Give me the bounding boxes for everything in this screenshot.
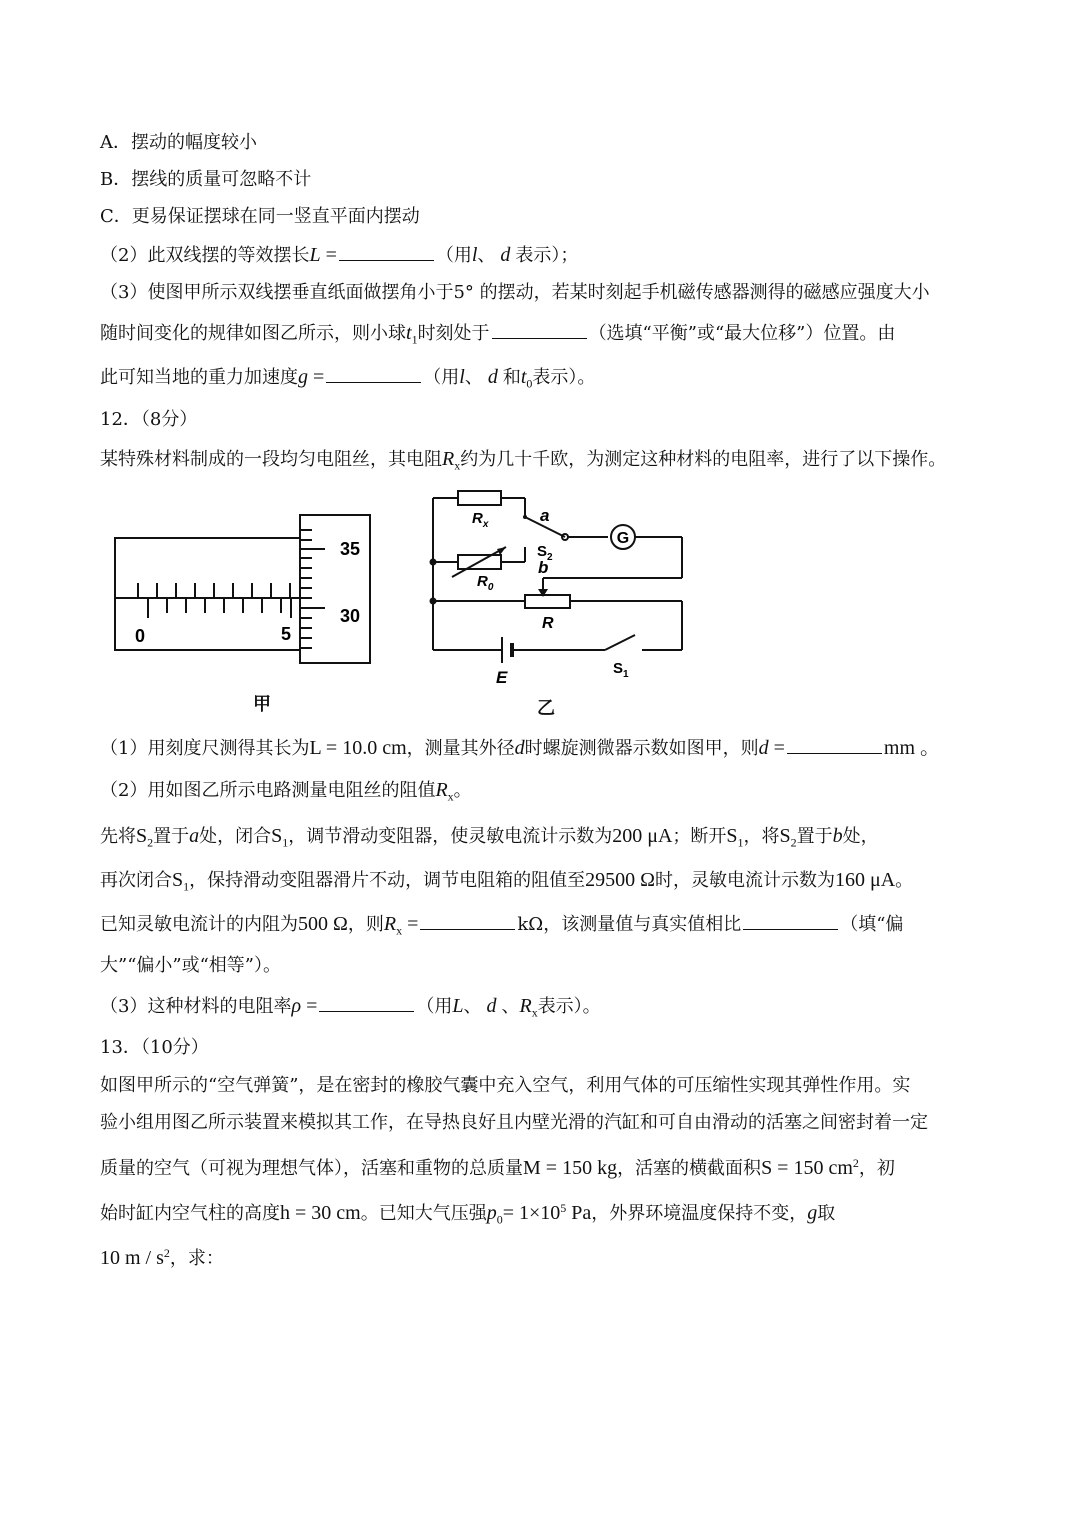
q12-p1-a: （1）用刻度尺测得其长为 — [100, 738, 310, 759]
b-label: b — [538, 558, 549, 577]
q12-p2: （2）用如图乙所示电路测量电阻丝的阻值 — [100, 780, 436, 801]
q12-l4-f: 。 — [895, 870, 914, 891]
q13-l4-e: Pa — [571, 1202, 592, 1224]
r-label: R — [542, 615, 554, 632]
q12-line4: 再次闭合$S_1$，保持滑动变阻器滑片不动，调节电阻箱的阻值至29500 Ω时，灵敏电流计示数为160 μA。 — [100, 869, 914, 894]
a-label: a — [540, 506, 550, 525]
q12-l5-c: ，则 — [347, 914, 384, 935]
q11-part3-and: 和 — [502, 367, 521, 388]
q12-p1-d: 时螺旋测微器示数如图甲，则 — [524, 738, 759, 759]
thimble-label-30: 30 — [340, 606, 361, 626]
q12-line3: 先将$S_2$置于a处，闭合$S_1$，调节滑动变阻器，使灵敏电流计示数为200 μA；断开$S_1$，将$S_2$置于b处， — [100, 825, 879, 850]
q12-line6: 大”“偏小”或“相等”）。 — [100, 955, 282, 976]
e-label: E — [496, 668, 508, 687]
answer-blank[interactable] — [787, 735, 882, 754]
answer-blank[interactable] — [743, 911, 838, 930]
q12-l3-b: 置于 — [153, 826, 190, 847]
q13-line2: 验小组用图乙所示装置来模拟其工作，在导热良好且内壁光滑的汽缸和可自由滑动的活塞之间密封着一定 — [100, 1112, 928, 1133]
q12-l5-b: 500 Ω — [298, 913, 348, 935]
q11-part3-text4: 此可知当地的重力加速度 — [100, 367, 298, 388]
rx-sub: x — [482, 519, 489, 530]
q13-l5-a: 10 m / s — [100, 1247, 164, 1269]
circuit-figure — [420, 485, 700, 695]
q12-l3-h: 置于 — [796, 826, 833, 847]
r0-label: R — [477, 573, 488, 590]
q12-l3-g: ，将 — [743, 826, 780, 847]
sleeve-label-0: 0 — [134, 626, 146, 646]
q12-p3-b: （用 — [416, 996, 453, 1017]
q12-l4-b: ，保持滑动变阻器滑片不动，调节电阻箱的阻值至 — [189, 870, 586, 891]
option-c: C．更易保证摆球在同一竖直平面内摆动 — [100, 206, 420, 227]
q13-l3-d: S = 150 cm — [761, 1157, 853, 1179]
thimble-label-35: 35 — [340, 539, 361, 559]
q12-l3-f: ；断开 — [672, 826, 727, 847]
q12-intro-b: 约为几十千欧，为测定这种材料的电阻率，进行了以下操作。 — [460, 449, 947, 470]
q13-l3-a: 质量的空气（可视为理想气体），活塞和重物的总质量 — [100, 1158, 523, 1179]
q12-l3-c: 处，闭合 — [199, 826, 272, 847]
q13-l3-c: ，活塞的横截面积 — [617, 1158, 762, 1179]
q12-part2: （2）用如图乙所示电路测量电阻丝的阻值$R_x$。 — [100, 779, 472, 804]
q12-p3-e: 表示）。 — [537, 996, 601, 1017]
answer-blank[interactable] — [420, 911, 515, 930]
s2-label: S — [537, 543, 548, 560]
svg-text:S1 — [613, 660, 629, 680]
q13-l4-g: 取 — [817, 1203, 836, 1224]
r0-sub: 0 — [487, 582, 494, 593]
q12-intro: 某特殊材料制成的一段均匀电阻丝，其电阻$R_x$约为几十千欧，为测定这种材料的电阻率，进行了以下操作。 — [100, 448, 947, 473]
rx-label: R — [472, 510, 483, 527]
q12-l5-d: kΩ，该测量值与真实值相比 — [517, 914, 742, 935]
q11-part3-sep: 、 — [464, 367, 483, 388]
q11-part3-text3: （选填“平衡”或“最大位移”）位置。由 — [588, 323, 896, 344]
micrometer-figure — [100, 500, 390, 675]
q12-l5-e: （填“偏 — [840, 914, 904, 935]
q11-part3-text2: 时刻处于 — [417, 323, 490, 344]
q12-l4-c: 29500 Ω — [585, 869, 655, 891]
q12-l4-e: 160 μA — [835, 869, 896, 891]
s1-sub: 1 — [623, 669, 629, 680]
q13-line4: 始时缸内空气柱的高度h = 30 cm。已知大气压强$p_0= 1\times 10^5$ Pa，外界环境温度保持不变，g取 — [100, 1201, 836, 1227]
answer-blank[interactable] — [319, 993, 414, 1012]
q13-l4-c: 。已知大气压强 — [360, 1203, 487, 1224]
s2-sub: 2 — [547, 552, 553, 563]
q13-l4-f: ，外界环境温度保持不变， — [591, 1203, 808, 1224]
q11-part3-text6: 表示）。 — [532, 367, 596, 388]
figure-label-jia: 甲 — [253, 694, 271, 715]
q12-l3-a: 先将 — [100, 826, 136, 847]
option-b: B．摆线的质量可忽略不计 — [100, 169, 312, 190]
q12-l3-e: 200 μA — [612, 825, 673, 847]
galvanometer-label: G — [616, 530, 630, 547]
q12-l3-d: ，调节滑动变阻器，使灵敏电流计示数为 — [288, 826, 613, 847]
q12-l4-d: 时，灵敏电流计示数为 — [655, 870, 835, 891]
q12-line5: 已知灵敏电流计的内阻为500 Ω，则$R_x = k\Omega$，该测量值与真实值相比 （填“偏 — [100, 913, 904, 938]
q12-p3-c: 、 — [463, 996, 482, 1017]
q11-part2-sep: 、 — [477, 245, 496, 266]
q12-p1-c: ，测量其外径 — [406, 738, 515, 759]
q12-p3-a: （3）这种材料的电阻率 — [100, 996, 292, 1017]
answer-blank[interactable] — [326, 364, 421, 383]
q12-p3-d: 、 — [501, 996, 520, 1017]
q12-part1: （1）用刻度尺测得其长为L = 10.0 cm，测量其外径d时螺旋测微器示数如图甲，则d = mm 。 — [100, 737, 941, 759]
q11-part3-line2: 随时间变化的规律如图乙所示，则小球$t_1$时刻处于 （选填“平衡”或“最大位移”）位置。由 — [100, 322, 896, 347]
q11-part3-text5: （用 — [423, 367, 460, 388]
sleeve-label-5: 5 — [280, 624, 292, 644]
q12-l3-i: 处， — [842, 826, 879, 847]
option-a: A．摆动的幅度较小 — [100, 132, 257, 153]
q13-l3-b: M = 150 kg — [523, 1157, 618, 1179]
svg-text:Rx — [472, 510, 489, 530]
answer-blank[interactable] — [339, 242, 434, 261]
q13-heading: 13．（10分） — [100, 1037, 209, 1058]
q13-l4-a: 始时缸内空气柱的高度 — [100, 1203, 280, 1224]
q13-l4-d: = 1×10 — [502, 1202, 561, 1224]
q11-part2: （2）此双线摆的等效摆长L = （用l、 d 表示）； — [100, 244, 579, 266]
svg-text:R0 — [477, 573, 494, 593]
q12-p2-end: 。 — [453, 780, 472, 801]
q13-l4-b: h = 30 cm — [280, 1202, 361, 1224]
q13-line5: 10 m / $s^2$，求： — [100, 1246, 224, 1269]
q13-l3-e: ，初 — [858, 1158, 895, 1179]
q11-part3-line1: （3）使图甲所示双线摆垂直纸面做摆角小于5° 的摆动，若某时刻起手机磁传感器测得的磁感应强度大小 — [100, 282, 930, 303]
q11-part2-text2: （用 — [435, 245, 472, 266]
figure-label-yi: 乙 — [537, 698, 555, 719]
q12-l4-a: 再次闭合 — [100, 870, 172, 891]
q11-part3-text: 随时间变化的规律如图乙所示，则小球 — [100, 323, 406, 344]
q11-part3-line3: 此可知当地的重力加速度g = （用l、 d 和$t_0$表示）。 — [100, 366, 596, 391]
q12-intro-a: 某特殊材料制成的一段均匀电阻丝，其电阻 — [100, 449, 442, 470]
q12-p1-b: L = 10.0 cm — [309, 737, 407, 759]
q13-l5-b: ，求： — [169, 1248, 224, 1269]
q13-line1: 如图甲所示的“空气弹簧”，是在密封的橡胶气囊中充入空气，利用气体的可压缩性实现其弹性作用。实 — [100, 1075, 911, 1096]
answer-blank[interactable] — [492, 320, 587, 339]
q12-p1-e: mm 。 — [883, 737, 941, 759]
q13-line3: 质量的空气（可视为理想气体），活塞和重物的总质量M = 150 kg，活塞的横截面积S = 150 $cm^2$，初 — [100, 1156, 895, 1179]
q11-part2-text: （2）此双线摆的等效摆长 — [100, 245, 310, 266]
q11-part2-text3: 表示）； — [515, 245, 579, 266]
s1-label: S — [613, 660, 624, 677]
q12-part3: （3）这种材料的电阻率ρ = （用L、 d 、$R_x$表示）。 — [100, 995, 601, 1020]
q12-heading: 12．（8分） — [100, 409, 198, 430]
q12-l5-a: 已知灵敏电流计的内阻为 — [100, 914, 298, 935]
